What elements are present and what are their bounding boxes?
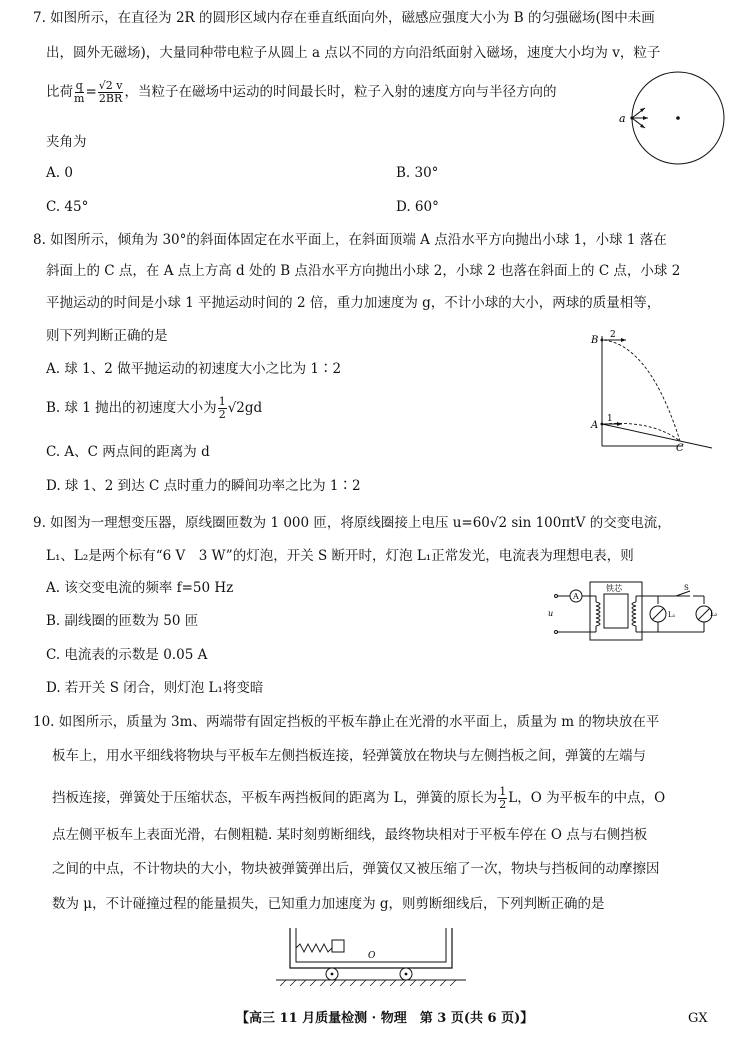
q10-line-1: 10. 如图所示，质量为 3m、两端带有固定挡板的平板车静止在光滑的水平面上，质量为 m 的物块放在平 [33, 714, 660, 730]
q10-line-2: 板车上，用水平细线将物块与平板车左侧挡板连接，轻弹簧放在物块与左侧挡板之间，弹簧的左端与 [52, 748, 646, 764]
q9-secondary-coil [632, 602, 636, 626]
q7-specific-charge-label: 比荷 [46, 84, 73, 100]
q10-label-O: O [368, 951, 376, 961]
q9-label-u: u [548, 609, 554, 618]
q7-line-2: 出，圆外无磁场)，大量同种带电粒子从圆上 a 点以不同的方向沿纸面射入磁场，速度大小均为 v，粒子 [46, 45, 661, 61]
q7-label-a: a [619, 112, 626, 125]
q10-line-6: 数为 μ，不计碰撞过程的能量损失，已知重力加速度为 g，则剪断细线后，下列判断正确的是 [52, 896, 605, 912]
q10-line-4: 点左侧平板车上表面光滑，右侧粗糙. 某时刻剪断细线，最终物块相对于平板车停在 O 点与右侧挡板 [52, 827, 648, 843]
q8-label-2: 2 [610, 330, 616, 340]
q9-option-c[interactable]: C. 电流表的示数是 0.05 A [46, 647, 208, 663]
q7-line-4: 夹角为 [46, 134, 87, 150]
q8-line-3: 平抛运动的时间是小球 1 平抛运动时间的 2 倍，重力加速度为 g，不计小球的大小，两球的质量相等， [46, 295, 661, 311]
q9-option-a[interactable]: A. 该交变电流的频率 f=50 Hz [46, 580, 234, 596]
q9-label-L1: L₁ [668, 611, 676, 619]
q8-line-1: 8. 如图所示，倾角为 30°的斜面体固定在水平面上，在斜面顶端 A 点沿水平方向抛出小球 1，小球 1 落在 [33, 232, 667, 248]
q7-option-b[interactable]: B. 30° [396, 165, 439, 181]
q8-line-2: 斜面上的 C 点，在 A 点上方高 d 处的 B 点沿水平方向抛出小球 2，小球 2 也落在斜面上的 C 点，小球 2 [46, 263, 681, 279]
q8-trajectory-2 [604, 340, 680, 441]
q10-line-3: 挡板连接，弹簧处于压缩状态，平板车两挡板间的距离为 L，弹簧的原长为 $\frac{1}{2}$ L，O 为平板车的中点，O [52, 785, 666, 811]
q9-ammeter-label: A [573, 592, 579, 601]
q10-cart-figure [276, 924, 466, 986]
q8-option-a[interactable]: A. 球 1、2 做平抛运动的初速度大小之比为 1∶2 [46, 361, 342, 377]
footer-code: GX [688, 1011, 708, 1026]
q9-iron-core-inner [604, 594, 628, 628]
q8-label-C: C [676, 443, 684, 452]
q7-fraction-q-m: $\frac{q}{m}$ [74, 79, 85, 105]
q9-label-L2: L₂ [710, 610, 718, 618]
q9-switch [676, 591, 690, 596]
q9-primary-coil [596, 602, 600, 626]
q7-line-1: 7. 如图所示，在直径为 2R 的圆形区域内存在垂直纸面向外，磁感应强度大小为 B 的匀强磁场(图中未画 [33, 10, 655, 26]
q7-option-d[interactable]: D. 60° [396, 199, 439, 215]
q8-option-c[interactable]: C. A、C 两点间的距离为 d [46, 444, 210, 460]
q10-spring [296, 944, 332, 952]
q7-magnetic-field-figure [612, 68, 730, 168]
q8-incline [602, 424, 712, 448]
page-footer: 【高三 11 月质量检测 · 物理 第 3 页(共 6 页)】 [236, 1011, 534, 1026]
q9-option-b[interactable]: B. 副线圈的匝数为 50 匝 [46, 613, 199, 629]
q9-line-2: L₁、L₂是两个标有“6 V 3 W”的灯泡，开关 S 断开时，灯泡 L₁正常发光，电流表为理想电表，则 [46, 548, 634, 564]
q7-line-3: 比荷 $\frac{q}{m}$ = $\frac{√2 v}{2BR}$ ，当粒子在磁场中运动的时间最长时，粒子入射的速度方向与半径方向的 [46, 79, 557, 105]
q7-option-a[interactable]: A. 0 [46, 165, 73, 181]
q7-center-dot [676, 116, 680, 120]
q10-half-fraction: $\frac{1}{2}$ [499, 785, 507, 811]
q9-switch-label: S [684, 584, 689, 592]
q8-half-fraction: $\frac{1}{2}$ [218, 395, 226, 421]
q9-line-1: 9. 如图为一理想变压器，原线圈匝数为 1 000 匝，将原线圈接上电压 u=60√2 sin 100πtV 的交变电流， [33, 515, 671, 531]
q8-option-b[interactable]: B. 球 1 抛出的初速度大小为 $\frac{1}{2}$ √2gd [46, 395, 263, 421]
q8-line-4: 则下列判断正确的是 [46, 328, 168, 344]
q9-transformer-figure [548, 574, 718, 650]
q8-label-B: B [591, 335, 599, 346]
q8-label-1: 1 [607, 414, 613, 424]
q10-block [332, 940, 344, 952]
q8-option-d[interactable]: D. 球 1、2 到达 C 点时重力的瞬间功率之比为 1∶2 [46, 478, 361, 494]
q7-option-c[interactable]: C. 45° [46, 199, 89, 215]
q9-option-d[interactable]: D. 若开关 S 闭合，则灯泡 L₁将变暗 [46, 680, 264, 696]
q9-iron-core-label: 铁芯 [606, 584, 622, 593]
q8-label-A: A [591, 420, 599, 431]
q8-projectile-figure [588, 328, 714, 452]
q7-fraction-value: $\frac{√2 v}{2BR}$ [98, 79, 123, 105]
q10-line-5: 之间的中点，不计物块的大小，物块被弹簧弹出后，弹簧仅又被压缩了一次，物块与挡板间的动摩擦因 [52, 861, 660, 877]
